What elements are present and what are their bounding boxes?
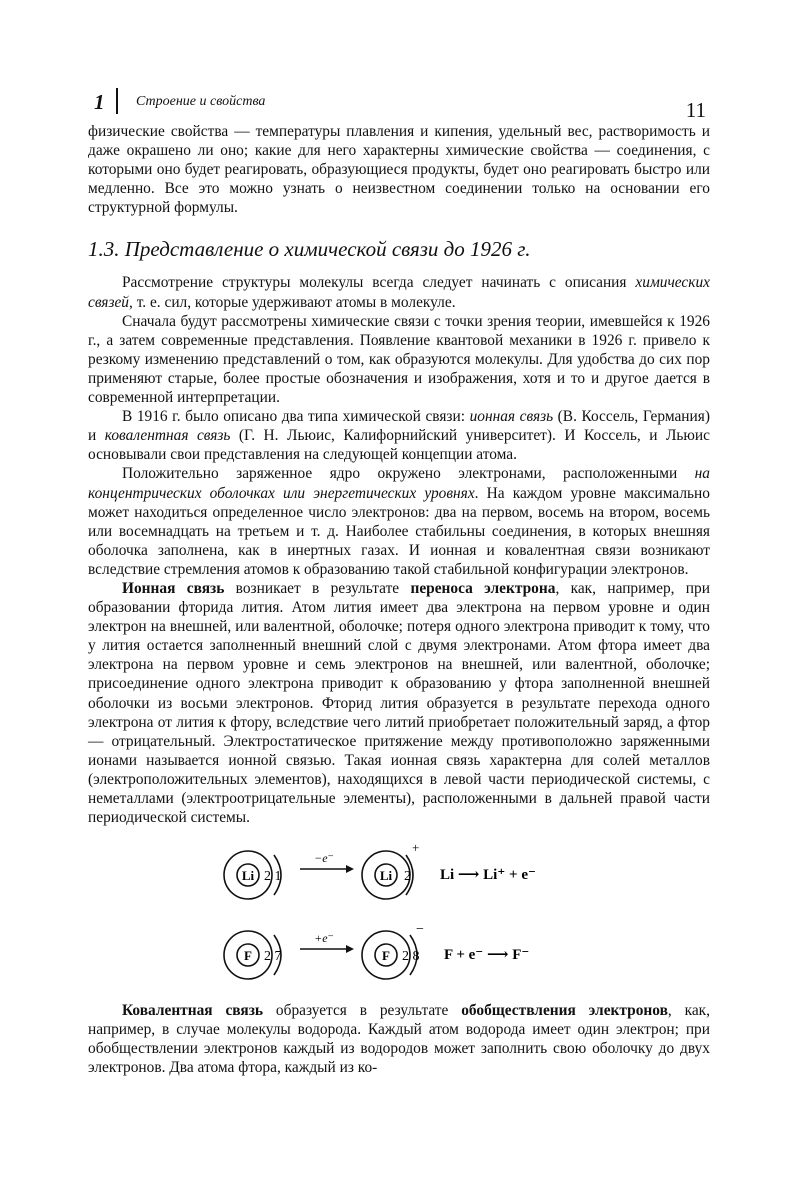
f-ion-shell-numbers: 2 8: [402, 949, 420, 965]
f-equation: F + e⁻ ⟶ F⁻: [444, 947, 530, 964]
li-ion-charge: +: [412, 840, 420, 856]
running-head: [88, 88, 710, 122]
f-ion-charge: −: [416, 922, 424, 938]
chapter-title: Строение и свойства: [136, 94, 266, 109]
italic-term: ионная связь: [469, 408, 554, 426]
paragraph-4: [88, 464, 710, 579]
text-run: образуется в результате: [263, 1002, 462, 1020]
text-run: , как, например, при образовании фторида лития. Атом лития имеет два электрона на первом уровне и один электрон на внешней, или валентной, оболочке; потеря одного электрона приводит к тому, что у лития остается заполненный внешний слой с двумя электронами. Атом фтора имеет два электрона на первом уровне и семь электронов на внешней, или валентной, оболочке; присоединение одного электрона приводит к образованию у фтора заполненной внешней оболочки из восьми электронов. Фторид лития образуется в результате перехода одного электрона от лития к фтору, вследствие чего литий приобретает положительный заряд, а фтор — отрицательный. Электростатическое притяжение между противоположно заряженными ионами называется ионной связью. Такая ионная связь характерна для солей металлов (электроположительных элементов), находящихся в левой части периодической системы, с неметаллами (электроотрицательные элементы), расположенными в дальней правой части периодической системы.: [88, 579, 710, 827]
book-page: [88, 88, 710, 1078]
electron-transfer-diagram: [88, 835, 710, 995]
f-arrow-label: +e⁻: [314, 931, 334, 946]
chapter-number: 1: [94, 90, 105, 114]
paragraph-1: [88, 273, 710, 311]
text-run: , т. е. сил, которые удерживают атомы в молекуле.: [129, 293, 456, 311]
li-arrow-label: −e⁻: [314, 851, 334, 866]
li-shell-numbers: 2 1: [264, 869, 282, 885]
italic-term: на концентрических оболочках или энергетических уровнях: [88, 465, 710, 502]
f-symbol: F: [244, 948, 252, 964]
section-heading: 1.3. Представление о химической связи до 1926 г.: [88, 237, 531, 262]
paragraph-3: [88, 407, 710, 464]
li-equation: Li ⟶ Li⁺ + e⁻: [440, 867, 536, 884]
italic-term: химических связей: [88, 274, 710, 311]
bold-term: Ковалентная связь: [122, 1002, 264, 1020]
paragraph-2: Сначала будут рассмотрены химические связи с точки зрения теории, имевшейся к 1926 г., а затем современные представления. Появление квантовой механики в 1926 г. привело к резкому изменению представлений о том, как образуются молекулы. Для удобства до сих пор применяют старые, более простые обозначения и изображения, хотя и то и другое дается в современной интерпретации.: [88, 312, 710, 407]
li-ion-shell-numbers: 2: [404, 869, 411, 885]
intro-paragraph: физические свойства — температуры плавления и кипения, удельный вес, растворимость и даже окрашено ли оно; какие для него характерны химические свойства — соединения, с которыми оно будет реагировать, образующиеся продукты, будет оно реагировать быстро или медленно. Все это можно узнать о неизвестном соединении только на основании его структурной формулы.: [88, 123, 710, 217]
text-run: . На каждом уровне максимально может находиться определенное число электронов: два на первом, восемь на втором, восемь или восемнадцать на третьем и т. д. Наиболее стабильны соединения, в которых внешняя оболочка заполнена, как в инертных газах. И ионная и ковалентная связи возникают вследствие стремления атомов к образованию такой стабильной конфигурации электронов.: [88, 484, 710, 578]
paragraph-6: [88, 1001, 710, 1077]
text-run: Рассмотрение структуры молекулы всегда следует начинать с описания: [122, 274, 636, 292]
li-ion-symbol: Li: [379, 868, 393, 884]
bold-term: Ионная связь: [122, 579, 225, 597]
f-shell-numbers: 2 7: [264, 949, 282, 965]
paragraph-5: [88, 579, 710, 827]
li-arrowhead: [346, 865, 354, 873]
diagram-svg: [88, 835, 710, 995]
header-divider: [116, 88, 118, 114]
text-run: , как, например, в случае молекулы водорода. Каждый атом водорода имеет один электрон; при обобществлении электронов каждый из водородов может заполнить свою оболочку до двух электронов. Два атома фтора, каждый из ко-: [88, 1002, 710, 1077]
bold-term: переноса электрона: [410, 579, 556, 597]
text-run: возникает в результате: [224, 579, 411, 597]
text-run: В 1916 г. было описано два типа химической связи:: [122, 408, 470, 426]
text-run: Положительно заряженное ядро окружено электронами, расположенными: [122, 465, 695, 483]
f-ion-symbol: F: [382, 948, 390, 964]
italic-term: ковалентная связь: [104, 427, 231, 445]
page-number: 11: [685, 98, 706, 122]
bold-term: обобществления электронов: [461, 1002, 668, 1020]
f-arrowhead: [346, 945, 354, 953]
li-symbol: Li: [241, 868, 255, 884]
text-run: (Г. Н. Льюис, Калифорнийский университет). И Коссель, и Льюис основывали свои представления на следующей концепции атома.: [88, 427, 710, 464]
text-run: (В. Коссель, Германия) и: [88, 408, 710, 445]
